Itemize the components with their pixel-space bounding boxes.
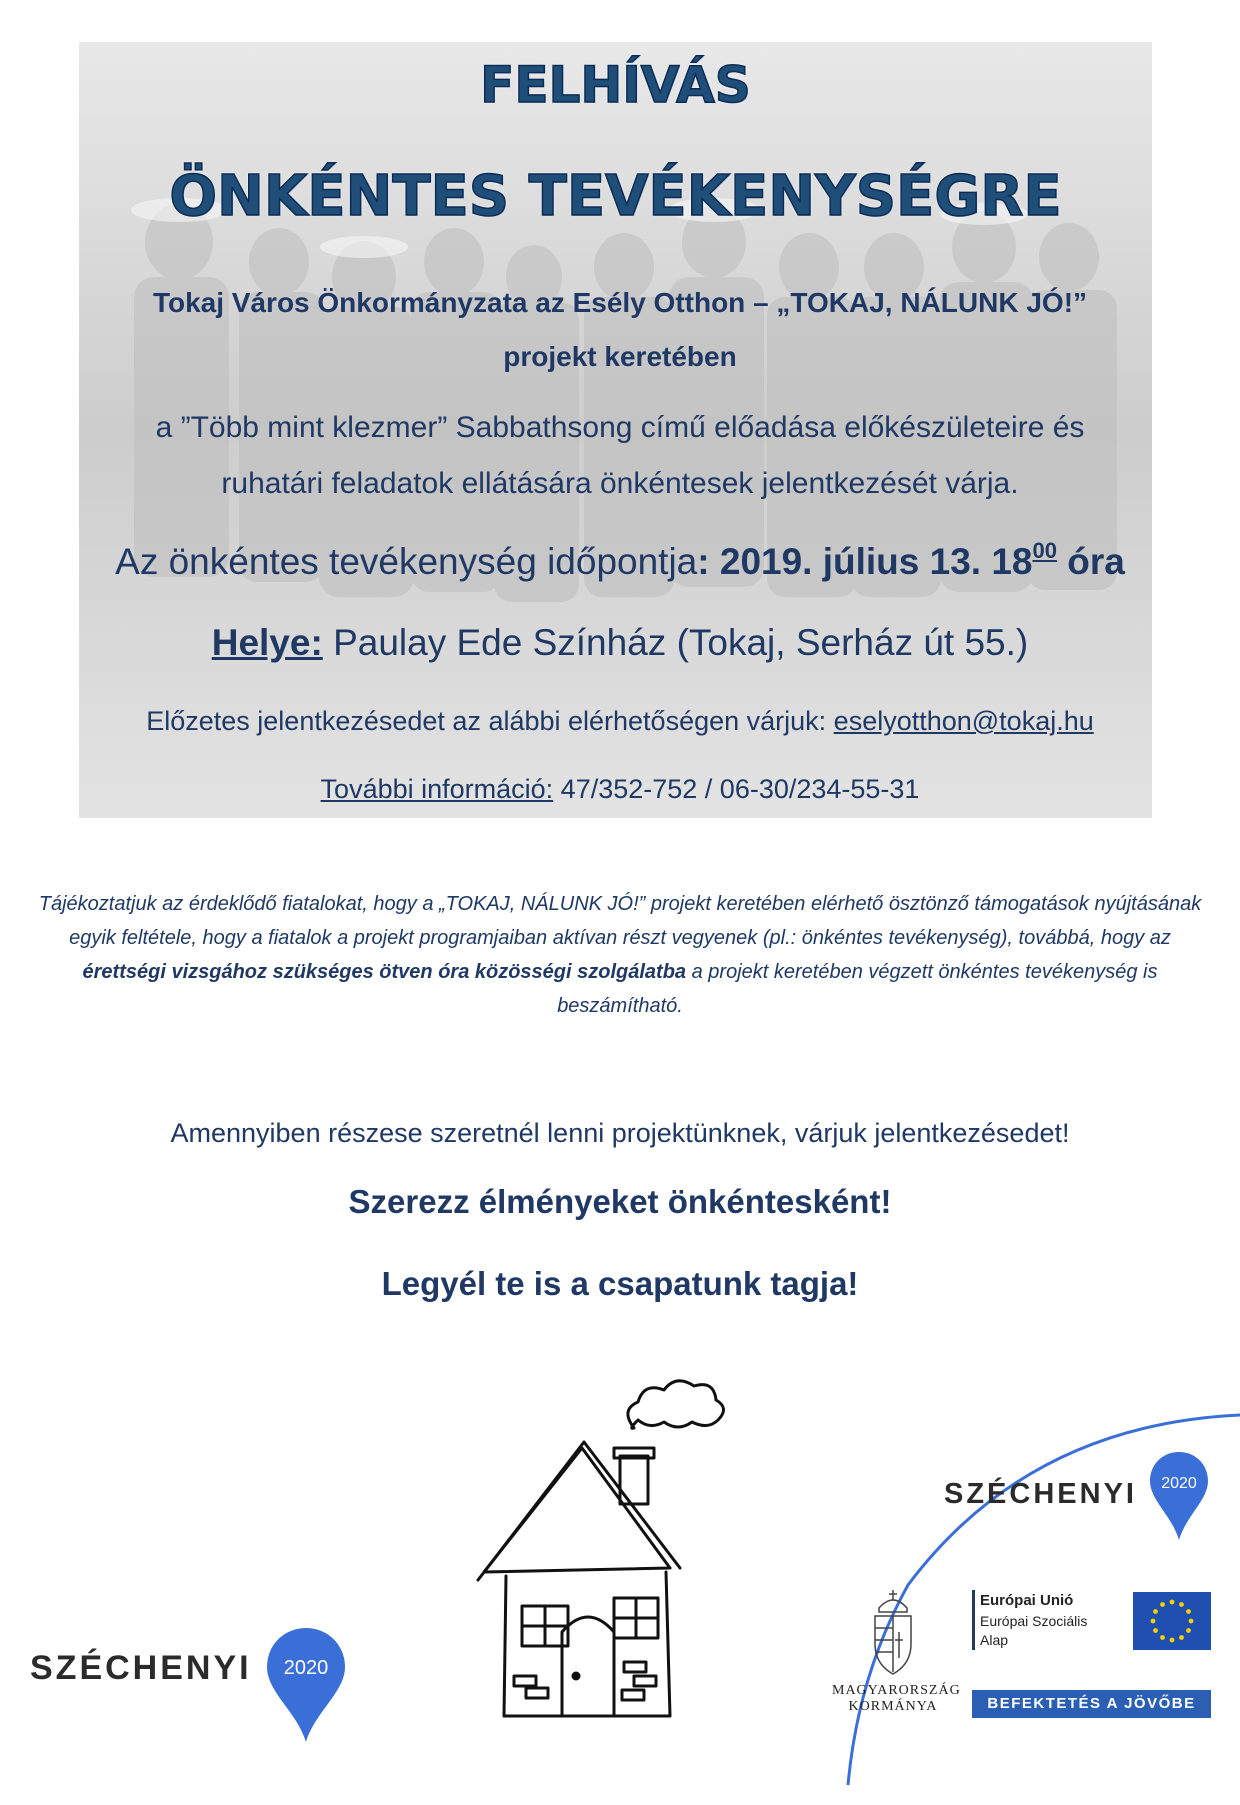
- gov-line1: MAGYARORSZÁG: [832, 1683, 961, 1698]
- place-label: Helye:: [211, 622, 323, 663]
- szechenyi-pin-icon: [1148, 1450, 1210, 1542]
- event-date: [20, 538, 1220, 583]
- intro-line1: Tokaj Város Önkormányzata az Esély Otthon – „TOKAJ, NÁLUNK JÓ!”: [152, 287, 1088, 318]
- eu-subtitle1: Európai Szociális: [980, 1613, 1088, 1629]
- government-text: [832, 1683, 961, 1715]
- call-to-action: Amennyiben részese szeretnél lenni projektünknek, várjuk jelentkezésedet!: [170, 1118, 1070, 1148]
- eu-title: Európai Unió: [980, 1592, 1074, 1609]
- description-line2: ruhatári feladatok ellátására önkéntesek jelentkezését várja.: [221, 467, 1019, 500]
- motto-line1: Szerezz élményeket önkéntesként!: [348, 1183, 892, 1220]
- event-place: [40, 622, 1200, 664]
- contact-text: Előzetes jelentkezésedet az alábbi elérhetőségen várjuk:: [146, 706, 834, 736]
- eu-logo: [972, 1588, 1211, 1658]
- youth-notice: [30, 887, 1210, 1023]
- eu-subtitle2: Alap: [980, 1632, 1009, 1648]
- date-suffix: óra: [1057, 541, 1125, 582]
- government-logo: [832, 1588, 961, 1715]
- contact-line: [40, 706, 1200, 737]
- phone-numbers: 47/352-752 / 06-30/234-55-31: [553, 774, 920, 804]
- email-link[interactable]: eselyotthon@tokaj.hu: [833, 706, 1094, 736]
- date-value: : 2019. július 13. 18: [697, 541, 1033, 582]
- invest-banner: BEFEKTETÉS A JÖVŐBE: [972, 1690, 1211, 1718]
- eu-flag-icon: [1133, 1592, 1211, 1650]
- notice-part1: Tájékoztatjuk az érdeklődő fiatalokat, hogy a „TOKAJ, NÁLUNK JÓ!” projekt keretében elérhető ösztönző támogatások nyújtásának egyik feltétele, hogy a fiatalok a projekt programjaiban aktívan részt vegyenek (pl.: önkéntes tevékenység), továbbá, hogy az: [38, 893, 1202, 949]
- place-value: Paulay Ede Színház (Tokaj, Serház út 55.): [322, 622, 1029, 663]
- date-prefix: Az önkéntes tevékenység időpontja: [115, 541, 698, 582]
- info-line: [40, 774, 1200, 805]
- date-minutes: 00: [1032, 538, 1057, 563]
- pin-year-left: 2020: [283, 1657, 329, 1679]
- notice-part2: a projekt keretében végzett önkéntes tevékenység is beszámítható.: [557, 961, 1158, 1017]
- szechenyi-logo-left-text: SZÉCHENYI: [30, 1649, 252, 1687]
- description-line1: a ”Több mint klezmer” Sabbathsong című előadása előkészületeire és: [155, 411, 1085, 444]
- info-label: További információ:: [320, 774, 554, 804]
- page-title-line2: ÖNKÉNTES TEVÉKENYSÉGRE: [169, 164, 1062, 229]
- szechenyi-pin-icon-left: [265, 1626, 347, 1744]
- szechenyi-logo-right-text: SZÉCHENYI: [944, 1478, 1137, 1510]
- gov-line2: KORMÁNYA: [848, 1699, 938, 1714]
- intro-line2: projekt keretében: [503, 341, 737, 372]
- house-drawing: [474, 1376, 734, 1726]
- coat-of-arms-icon: [863, 1588, 923, 1678]
- motto-line2: Legyél te is a csapatunk tagja!: [381, 1265, 859, 1302]
- notice-bold: érettségi vizsgához szükséges ötven óra közösségi szolgálatba: [82, 961, 687, 983]
- eu-divider: [972, 1590, 975, 1650]
- pin-year-right: 2020: [1161, 1475, 1197, 1492]
- page-title-line1: FELHÍVÁS: [480, 56, 751, 114]
